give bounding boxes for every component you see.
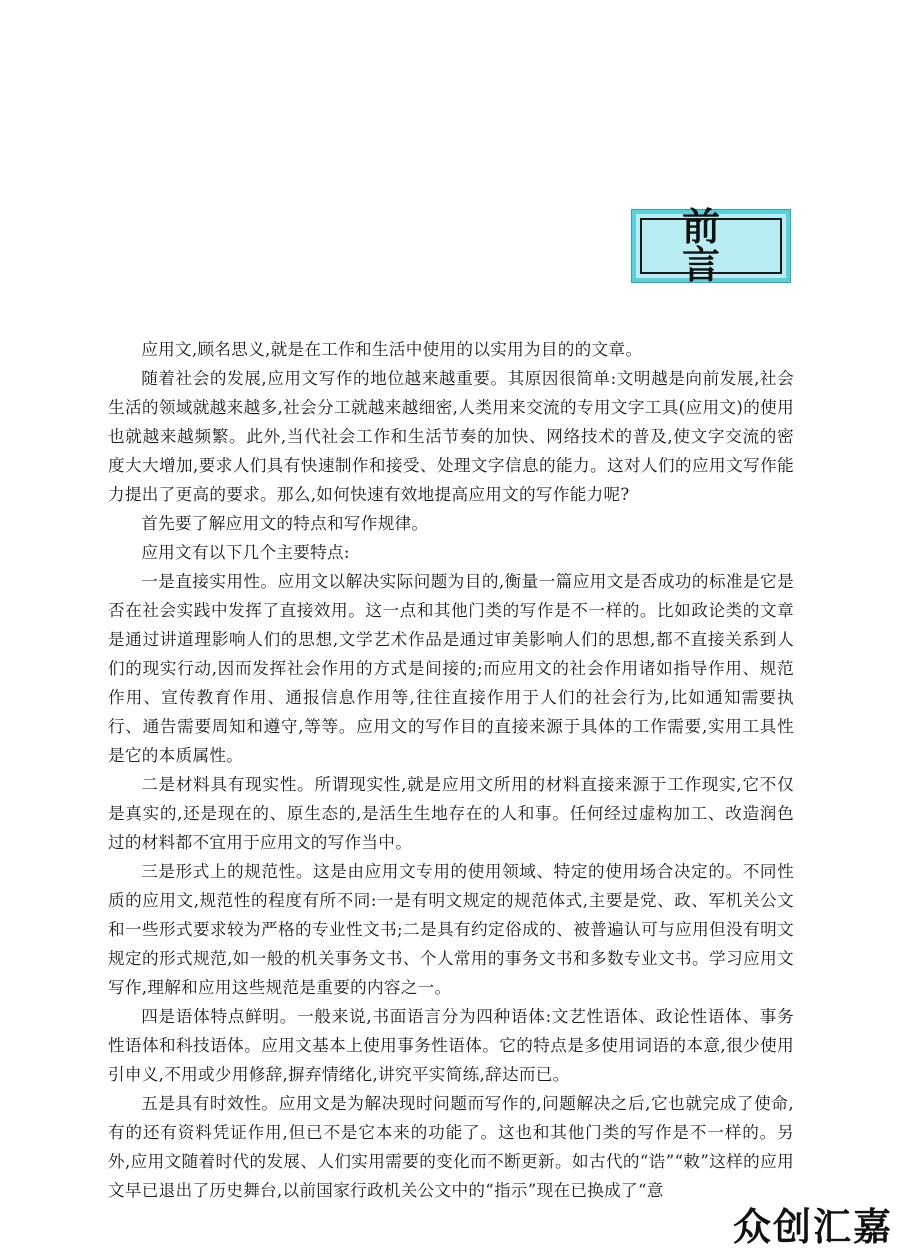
- paragraph: 五是具有时效性。应用文是为解决现时问题而写作的,问题解决之后,它也就完成了使命,有的还有资料凭证作用,但已不是它本来的功能了。这也和其他门类的写作是不一样的。另外,应用文随着时代的发展、人们实用需要的变化而不断更新。如古代的“诰”“敕”这样的应用文早已退出了历史舞台,以前国家行政机关公文中的“指示”现在已换成了“意: [108, 1094, 794, 1200]
- paragraph: 随着社会的发展,应用文写作的地位越来越重要。其原因很简单:文明越是向前发展,社会生活的领域就越来越多,社会分工就越来越细密,人类用来交流的专用文字工具(应用文)的使用也就越来越频繁。此外,当代社会工作和生活节奏的加快、网络技术的普及,使文字交流的密度大大增加,要求人们具有快速制作和接受、处理文字信息的能力。这对人们的应用文写作能力提出了更高的要求。那么,如何快速有效地提高应用文的写作能力呢?: [108, 369, 794, 504]
- paragraph: 首先要了解应用文的特点和写作规律。: [141, 514, 429, 533]
- paragraph: 应用文有以下几个主要特点:: [141, 543, 350, 562]
- paragraph: 一是直接实用性。应用文以解决实际问题为目的,衡量一篇应用文是否成功的标准是它是否在社会实践中发挥了直接效用。这一点和其他门类的写作是不一样的。比如政论类的文章是通过讲道理影响人们的思想,文学艺术作品是通过审美影响人们的思想,都不直接关系到人们的现实行动,因而发挥社会作用的方式是间接的;而应用文的社会作用诸如指导作用、规范作用、宣传教育作用、通报信息作用等,往往直接作用于人们的社会行为,比如通知需要执行、通告需要周知和遵守,等等。应用文的写作目的直接来源于具体的工作需要,实用工具性是它的本质属性。: [108, 572, 794, 765]
- paragraph: 四是语体特点鲜明。一般来说,书面语言分为四种语体:文艺性语体、政论性语体、事务性语体和科技语体。应用文基本上使用事务性语体。它的特点是多使用词语的本意,很少使用引申义,不用或少用修辞,摒弃情绪化,讲究平实简练,辞达而已。: [108, 1007, 794, 1084]
- watermark-logo: 众创汇嘉: [732, 1205, 893, 1249]
- body-text: [108, 335, 794, 1205]
- page-title: 前 言: [682, 205, 761, 287]
- title-box: [632, 205, 790, 287]
- paragraph: 应用文,顾名思义,就是在工作和生活中使用的以实用为目的的文章。: [141, 340, 643, 359]
- paragraph: 三是形式上的规范性。这是由应用文专用的使用领域、特定的使用场合决定的。不同性质的应用文,规范性的程度有所不同:一是有明文规定的规范体式,主要是党、政、军机关公文和一些形式要求较为严格的专业性文书;二是具有约定俗成的、被普遍认可与应用但没有明文规定的形式规范,如一般的机关事务文书、个人常用的事务文书和多数专业文书。学习应用文写作,理解和应用这些规范是重要的内容之一。: [108, 862, 794, 997]
- title-frame: [640, 205, 782, 287]
- paragraph: 二是材料具有现实性。所谓现实性,就是应用文所用的材料直接来源于工作现实,它不仅是真实的,还是现在的、原生态的,是活生生地存在的人和事。任何经过虚构加工、改造润色过的材料都不宜用于应用文的写作当中。: [108, 775, 794, 852]
